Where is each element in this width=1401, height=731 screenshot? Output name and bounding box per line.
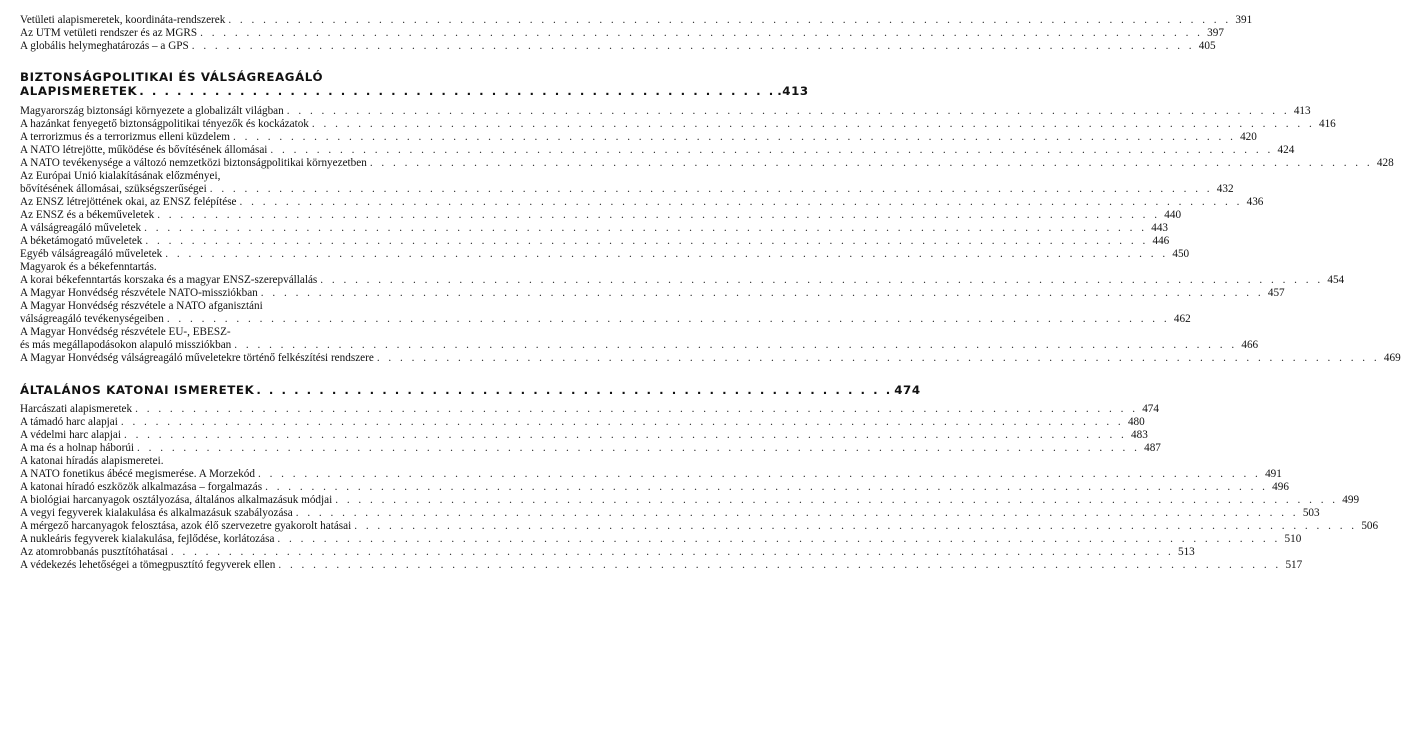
toc-entry[interactable] — [20, 455, 466, 468]
dot-leader — [167, 313, 1170, 326]
toc-entry-title: Egyéb válságreagáló műveletek — [20, 248, 163, 260]
toc-entry[interactable] — [20, 40, 1216, 53]
dot-leader — [233, 131, 1236, 144]
toc-entry-page-number: 413 — [1293, 105, 1311, 117]
section-heading-title-line2: ALAPISMERETEK — [20, 84, 138, 98]
toc-entry-page-number: 496 — [1272, 481, 1289, 493]
dot-leader — [296, 507, 1299, 520]
toc-entry-page-number: 443 — [1151, 222, 1169, 234]
toc-entry-title: Harcászati alapismeretek — [20, 403, 133, 415]
toc-entry-title: A korai békefenntartás korszaka és a magyar ENSZ-szerepvállalás — [20, 274, 318, 286]
dot-leader — [320, 274, 1323, 287]
toc-entry-page-number: 474 — [1142, 403, 1159, 415]
toc-entry-title: A Magyar Honvédség válságreagáló műveletekre történő felkészítési rendszere — [20, 352, 374, 364]
toc-section2-entries — [20, 403, 1379, 572]
toc-entry[interactable] — [20, 468, 1282, 481]
toc-entry-page-number: 436 — [1246, 196, 1264, 208]
dot-leader — [234, 339, 1237, 352]
toc-entry-title: Az atomrobbanás pusztítóhatásai — [20, 546, 168, 558]
toc-entry-page-number: 517 — [1285, 559, 1303, 571]
toc-entry-title: A válságreagáló műveletek — [20, 222, 142, 234]
toc-entry-title: A mérgező harcanyagok felosztása, azok élő szervezetre gyakorolt hatásai — [20, 520, 352, 532]
toc-entry[interactable] — [20, 183, 1234, 196]
toc-entry-title: A támadó harc alapjai — [20, 416, 118, 428]
toc-entry[interactable] — [20, 507, 1320, 520]
dot-leader — [139, 84, 775, 98]
toc-entry-title: A katonai híradó eszközök alkalmazása – forgalmazás — [20, 481, 263, 493]
toc-entry[interactable] — [20, 520, 1379, 533]
section-page-number: 474 — [894, 383, 921, 397]
toc-entry-page-number: 510 — [1284, 533, 1302, 545]
toc-entry-page-number: 457 — [1267, 287, 1285, 299]
toc-entry-page-number: 454 — [1327, 274, 1345, 286]
toc-entry[interactable] — [20, 352, 1401, 365]
section-page-number: .413 — [777, 84, 809, 98]
toc-entry-page-number: 424 — [1277, 144, 1295, 156]
toc-entry-title: A NATO fonetikus ábécé megismerése. A Morzekód — [20, 468, 255, 480]
toc-entry-title: A ma és a holnap háborúi — [20, 442, 135, 454]
toc-entry-page-number: 513 — [1177, 546, 1195, 558]
dot-leader — [192, 40, 1195, 53]
toc-entry[interactable] — [20, 248, 1190, 261]
toc-entry[interactable] — [20, 403, 1159, 416]
dot-leader — [135, 403, 1138, 416]
dot-leader — [165, 248, 1168, 261]
toc-entry-title: A vegyi fegyverek kialakulása és alkalmazásuk szabályozása — [20, 507, 293, 519]
toc-entry[interactable] — [20, 274, 1345, 287]
dot-leader — [137, 442, 1140, 455]
toc-entry[interactable] — [20, 442, 1161, 455]
toc-entry[interactable] — [20, 157, 1394, 170]
toc-entry-title: A nukleáris fegyverek kialakulása, fejlődése, korlátozása — [20, 533, 275, 545]
toc-entry-page-number: 499 — [1342, 494, 1360, 506]
dot-leader — [312, 118, 1315, 131]
toc-entry-title: Az ENSZ és a békeműveletek — [20, 209, 155, 221]
toc-entry-title: bővítésének állomásai, szükségszerűségei — [20, 183, 207, 195]
dot-leader — [377, 352, 1380, 365]
dot-leader — [145, 235, 1148, 248]
toc-entry-page-number: 503 — [1302, 507, 1320, 519]
toc-entry[interactable] — [20, 131, 1257, 144]
toc-entry-title: Magyarok és a békefenntartás. — [20, 261, 157, 273]
toc-entry[interactable] — [20, 144, 1295, 157]
toc-entry[interactable] — [20, 222, 1169, 235]
toc-entry[interactable] — [20, 287, 1285, 300]
toc-entry-title: Magyarország biztonsági környezete a globalizált világban — [20, 105, 284, 117]
dot-leader — [370, 157, 1373, 170]
dot-leader — [256, 383, 892, 397]
toc-entry[interactable] — [20, 326, 466, 339]
toc-entry-title: Az Európai Unió kialakításának előzményei, — [20, 170, 221, 182]
toc-entry-title: A Magyar Honvédség részvétele NATO-missziókban — [20, 287, 258, 299]
toc-entry[interactable] — [20, 494, 1360, 507]
toc-entry-page-number: 446 — [1152, 235, 1170, 247]
toc-entry-title: A védekezés lehetőségei a tömegpusztító fegyverek ellen — [20, 559, 276, 571]
toc-entry[interactable] — [20, 313, 1191, 326]
toc-entry-page-number: 428 — [1376, 157, 1394, 169]
dot-leader — [261, 287, 1264, 300]
toc-entry[interactable] — [20, 261, 466, 274]
toc-entry-page-number: 483 — [1131, 429, 1148, 441]
dot-leader — [277, 533, 1280, 546]
toc-entry-title: Vetületi alapismeretek, koordináta-rendszerek — [20, 14, 226, 26]
toc-entry[interactable] — [20, 209, 1182, 222]
section-heading-title: ÁLTALÁNOS KATONAI ISMERETEK — [20, 383, 255, 397]
toc-entry-page-number: 420 — [1240, 131, 1257, 143]
toc-entry-page-number: 432 — [1216, 183, 1234, 195]
dot-leader — [287, 105, 1290, 118]
toc-entry-page-number: 405 — [1198, 40, 1216, 52]
toc-entry-page-number: 416 — [1318, 118, 1336, 130]
dot-leader — [265, 481, 1268, 494]
toc-entry[interactable] — [20, 429, 1148, 442]
toc-entry[interactable] — [20, 196, 1264, 209]
toc-entry[interactable] — [20, 118, 1336, 131]
toc-entry-page-number: 487 — [1144, 442, 1161, 454]
toc-entry-title: A terrorizmus és a terrorizmus elleni küzdelem — [20, 131, 230, 143]
toc-section1-entries — [20, 105, 1401, 365]
toc-entry-title: A katonai híradás alapismeretei. — [20, 455, 164, 467]
dot-leader — [258, 468, 1261, 481]
toc-entry-page-number: 397 — [1207, 27, 1224, 39]
section-heading-line2 — [20, 84, 809, 98]
dot-leader — [240, 196, 1243, 209]
toc-entry-page-number: 480 — [1127, 416, 1145, 428]
toc-entry-title: A védelmi harc alapjai — [20, 429, 121, 441]
toc-entry-title: és más megállapodásokon alapuló missziókban — [20, 339, 232, 351]
toc-entry-title: válságreagáló tevékenységeiben — [20, 313, 164, 325]
dot-leader — [200, 27, 1203, 40]
dot-leader — [228, 14, 1231, 27]
toc-entry-page-number: 440 — [1164, 209, 1182, 221]
toc-entry-page-number: 506 — [1361, 520, 1379, 532]
toc-entry[interactable] — [20, 105, 1311, 118]
toc-entry-page-number: 391 — [1235, 14, 1253, 26]
dot-leader — [124, 429, 1127, 442]
toc-page — [20, 14, 1401, 572]
toc-entry-title: A globális helymeghatározás – a GPS — [20, 40, 189, 52]
dot-leader — [157, 209, 1160, 222]
dot-leader — [270, 144, 1273, 157]
toc-entry-page-number: 491 — [1265, 468, 1282, 480]
toc-entry[interactable] — [20, 170, 466, 183]
toc-entry-page-number: 469 — [1383, 352, 1401, 364]
toc-entry[interactable] — [20, 300, 466, 313]
toc-entry-title: A béketámogató műveletek — [20, 235, 143, 247]
toc-entry-title: Az UTM vetületi rendszer és az MGRS — [20, 27, 198, 39]
dot-leader — [278, 559, 1281, 572]
toc-entry[interactable] — [20, 559, 1303, 572]
toc-top-entries — [20, 14, 1253, 53]
toc-entry[interactable] — [20, 339, 1259, 352]
section-heading-general-military — [20, 383, 921, 397]
toc-entry-title: A Magyar Honvédség részvétele a NATO afganisztáni — [20, 300, 263, 312]
toc-entry-title: Az ENSZ létrejöttének okai, az ENSZ felépítése — [20, 196, 237, 208]
toc-entry-title: A NATO tevékenysége a változó nemzetközi biztonságpolitikai környezetben — [20, 157, 367, 169]
toc-entry-title: A hazánkat fenyegető biztonságpolitikai tényezők és kockázatok — [20, 118, 309, 130]
toc-entry-page-number: 462 — [1173, 313, 1191, 325]
toc-entry-title: A Magyar Honvédség részvétele EU-, EBESZ- — [20, 326, 231, 338]
toc-entry-title: A NATO létrejötte, működése és bővítésének állomásai — [20, 144, 268, 156]
toc-entry[interactable] — [20, 546, 1195, 559]
toc-entry[interactable] — [20, 533, 1302, 546]
toc-entry[interactable] — [20, 416, 1145, 429]
toc-entry[interactable] — [20, 14, 1253, 27]
dot-leader — [171, 546, 1174, 559]
section-heading-row — [20, 383, 921, 397]
dot-leader — [210, 183, 1213, 196]
toc-entry[interactable] — [20, 27, 1224, 40]
section-heading-line1 — [20, 70, 466, 84]
toc-entry[interactable] — [20, 235, 1170, 248]
toc-entry-page-number: 466 — [1241, 339, 1259, 351]
dot-leader — [144, 222, 1147, 235]
toc-entry-title: A biológiai harcanyagok osztályozása, általános alkalmazásuk módjai — [20, 494, 333, 506]
section-heading-title-line1: BIZTONSÁGPOLITIKAI ÉS VÁLSÁGREAGÁLÓ — [20, 70, 324, 84]
dot-leader — [354, 520, 1357, 533]
dot-leader — [121, 416, 1124, 429]
toc-entry[interactable] — [20, 481, 1289, 494]
toc-entry-page-number: 450 — [1172, 248, 1190, 260]
section-heading-security-policy — [20, 70, 809, 98]
dot-leader — [335, 494, 1338, 507]
